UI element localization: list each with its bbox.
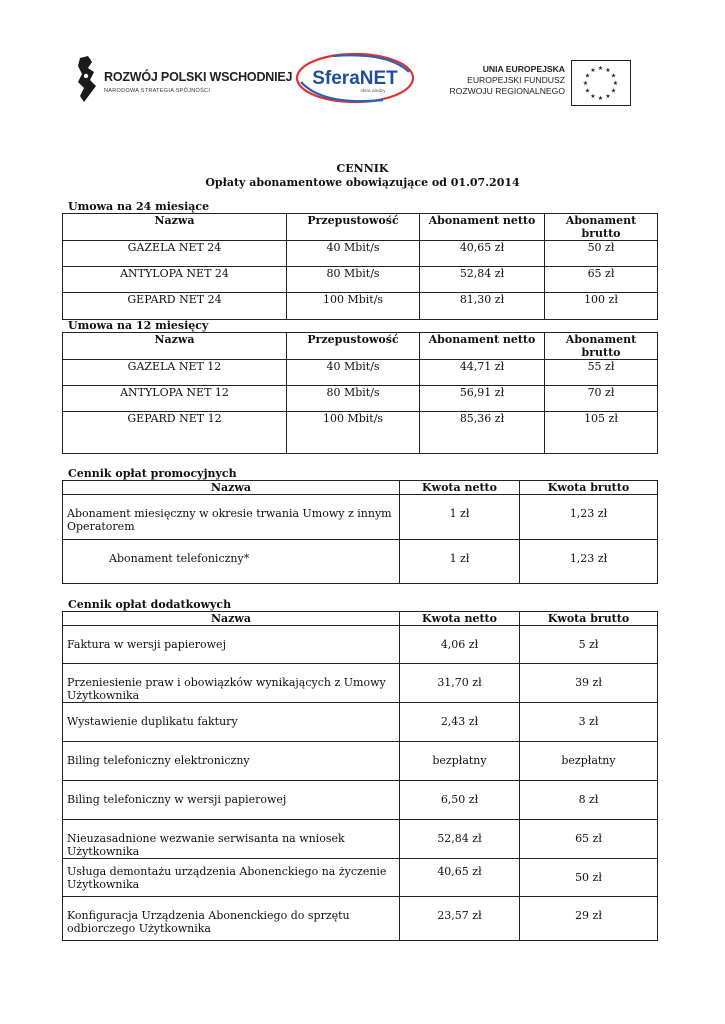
fee-net: bezpłatny [400,742,520,781]
table-row [63,540,658,584]
plan-speed: 80 Mbit/s [287,267,420,293]
plan-net: 56,91 zł [420,386,545,412]
svg-text:★: ★ [597,65,604,72]
eu-logo [449,60,635,110]
fee-gross: 50 zł [520,859,658,897]
rpw-emblem-icon [76,56,98,104]
section-heading-extra: Cennik opłat dodatkowych [68,598,232,611]
col-header-name: Nazwa [63,333,287,360]
plan-gross: 105 zł [545,412,658,454]
rpw-logo [76,56,293,106]
col-header-speed: Przepustowość [287,333,420,360]
table-row [63,703,658,742]
fee-net: 2,43 zł [400,703,520,742]
plan-speed: 80 Mbit/s [287,386,420,412]
plan-net: 52,84 zł [420,267,545,293]
fee-gross: bezpłatny [520,742,658,781]
fee-name: Biling telefoniczny elektroniczny [63,742,400,781]
fee-name: Nieuzasadnione wezwanie serwisanta na wniosek Użytkownika [63,820,400,859]
col-header-gross: Kwota brutto [520,481,658,495]
col-header-gross: Kwota brutto [520,612,658,626]
doc-title: CENNIK [336,162,389,175]
table-header-row [63,214,658,241]
col-header-name: Nazwa [63,481,400,495]
plan-net: 85,36 zł [420,412,545,454]
fee-name: Konfiguracja Urządzenia Abonenckiego do sprzętu odbiorczego Użytkownika [63,897,400,941]
table-row [63,360,658,386]
svg-text:★: ★ [584,72,591,80]
table-header-row [63,481,658,495]
table-row [63,897,658,941]
table-row [63,781,658,820]
table-row [63,241,658,267]
doc-subtitle: Opłaty abonamentowe obowiązujące od 01.07.2014 [205,176,520,189]
section-heading-promo: Cennik opłat promocyjnych [68,467,237,480]
svg-text:★: ★ [610,72,617,80]
plan-net: 81,30 zł [420,293,545,320]
svg-text:★: ★ [605,93,611,100]
svg-text:★: ★ [584,87,591,95]
plan-name: ANTYLOPA NET 12 [63,386,287,412]
fee-gross: 8 zł [520,781,658,820]
col-header-gross: Abonament brutto [545,333,658,360]
promo-table [62,480,658,584]
rpw-title: ROZWÓJ POLSKI WSCHODNIEJ [104,70,293,84]
col-header-name: Nazwa [63,612,400,626]
svg-text:★: ★ [590,93,596,100]
plan-gross: 100 zł [545,293,658,320]
fee-net: 1 zł [400,495,520,540]
eu-line-2: EUROPEJSKI FUNDUSZ [467,75,565,85]
plan12-table [62,332,658,454]
svg-text:★: ★ [612,80,619,87]
plan-gross: 55 zł [545,360,658,386]
extra-table [62,611,658,941]
fee-net: 31,70 zł [400,664,520,703]
fee-net: 1 zł [400,540,520,584]
fee-name: Przeniesienie praw i obowiązków wynikających z Umowy Użytkownika [63,664,400,703]
table-row [63,293,658,320]
fee-net: 40,65 zł [400,859,520,897]
svg-text:★: ★ [590,67,596,74]
plan-name: ANTYLOPA NET 24 [63,267,287,293]
fee-name: Wystawienie duplikatu faktury [63,703,400,742]
fee-net: 6,50 zł [400,781,520,820]
eu-flag-icon [571,60,631,106]
table-header-row [63,333,658,360]
eu-line-1: UNIA EUROPEJSKA [482,64,565,74]
table-row [63,820,658,859]
section-heading-12: Umowa na 12 miesięcy [68,319,209,332]
table-row [63,267,658,293]
plan-net: 44,71 zł [420,360,545,386]
fee-gross: 1,23 zł [520,495,658,540]
col-header-speed: Przepustowość [287,214,420,241]
plan-gross: 65 zł [545,267,658,293]
fee-gross: 39 zł [520,664,658,703]
plan-speed: 100 Mbit/s [287,412,420,454]
fee-net: 52,84 zł [400,820,520,859]
table-row [63,412,658,454]
table-row [63,386,658,412]
plan-gross: 50 zł [545,241,658,267]
sferanet-logo-text: SferaNET [312,68,398,89]
fee-gross: 1,23 zł [520,540,658,584]
col-header-net: Kwota netto [400,481,520,495]
fee-gross: 29 zł [520,897,658,941]
fee-name: Biling telefoniczny w wersji papierowej [63,781,400,820]
plan-speed: 100 Mbit/s [287,293,420,320]
fee-net: 4,06 zł [400,626,520,664]
plan-name: GEPARD NET 12 [63,412,287,454]
plan-name: GEPARD NET 24 [63,293,287,320]
fee-name: Usługa demontażu urządzenia Abonenckiego na życzenie Użytkownika [63,859,400,897]
table-row [63,859,658,897]
plan-gross: 70 zł [545,386,658,412]
fee-gross: 3 zł [520,703,658,742]
plan-name: GAZELA NET 24 [63,241,287,267]
plan24-table [62,213,658,320]
sferanet-logo-subtext: sfera wiedzy [360,88,386,93]
svg-text:★: ★ [582,80,589,87]
plan-speed: 40 Mbit/s [287,241,420,267]
eu-line-3: ROZWOJU REGIONALNEGO [449,86,565,96]
table-row [63,495,658,540]
svg-text:★: ★ [605,67,611,74]
fee-name: Abonament telefoniczny* [63,540,400,584]
plan-net: 40,65 zł [420,241,545,267]
table-row [63,742,658,781]
fee-net: 23,57 zł [400,897,520,941]
col-header-name: Nazwa [63,214,287,241]
table-row [63,626,658,664]
svg-text:★: ★ [597,95,604,102]
fee-name: Faktura w wersji papierowej [63,626,400,664]
col-header-net: Abonament netto [420,214,545,241]
sferanet-logo [293,48,417,106]
col-header-net: Abonament netto [420,333,545,360]
table-row [63,664,658,703]
fee-name: Abonament miesięczny w okresie trwania Umowy z innym Operatorem [63,495,400,540]
rpw-subtitle: NARODOWA STRATEGIA SPÓJNOŚCI [104,88,211,94]
svg-text:★: ★ [610,87,617,95]
eu-stars-icon [572,61,629,104]
eu-logo-text [449,64,565,97]
plan-name: GAZELA NET 12 [63,360,287,386]
col-header-gross: Abonament brutto [545,214,658,241]
col-header-net: Kwota netto [400,612,520,626]
fee-gross: 65 zł [520,820,658,859]
section-heading-24: Umowa na 24 miesiące [68,200,210,213]
table-header-row [63,612,658,626]
fee-gross: 5 zł [520,626,658,664]
plan-speed: 40 Mbit/s [287,360,420,386]
